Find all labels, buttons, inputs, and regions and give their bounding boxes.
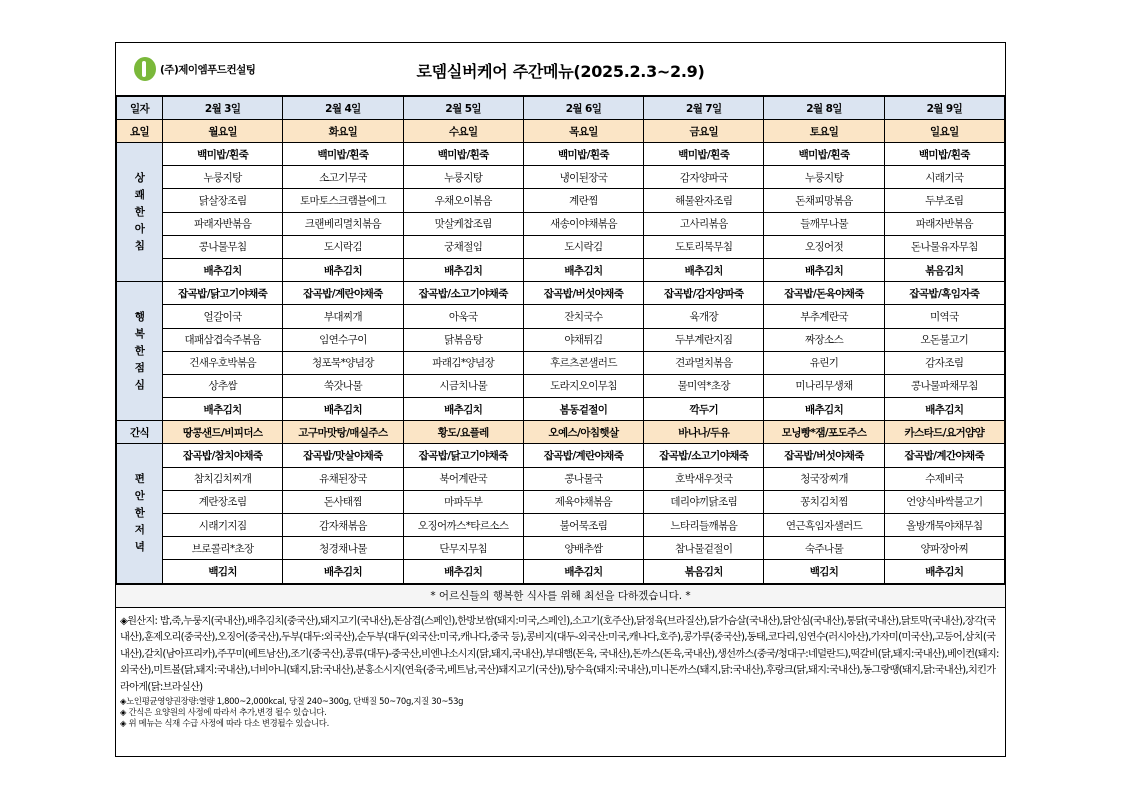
breakfast-dish: 배추김치 <box>163 258 283 281</box>
dinner-dish: 언양식바싹불고기 <box>884 490 1004 513</box>
dinner-label-char: 녁 <box>134 541 145 553</box>
breakfast-dish: 백미밥/흰죽 <box>283 143 403 166</box>
dinner-dish: 잡곡밥/맛살야채죽 <box>283 444 403 467</box>
lunch-label-char: 행 <box>134 310 145 323</box>
date-row <box>117 97 1005 120</box>
lunch-dish: 짜장소스 <box>764 328 884 351</box>
lunch-dish: 닭볶음탕 <box>403 328 523 351</box>
lunch-dish: 잡곡밥/돈육야채죽 <box>764 282 884 305</box>
date-cell: 2월 4일 <box>283 97 403 120</box>
lunch-dish: 파래김*양념장 <box>403 351 523 374</box>
dinner-row <box>117 490 1005 513</box>
breakfast-dish: 도시락김 <box>523 235 643 258</box>
notice-text: * 어르신들의 행복한 식사를 위해 최선을 다하겠습니다. * <box>116 584 1005 608</box>
lunch-dish: 잡곡밥/감자양파죽 <box>644 282 764 305</box>
weekday-cell: 화요일 <box>283 120 403 143</box>
lunch-dish: 잡곡밥/흑임자죽 <box>884 282 1004 305</box>
dinner-dish: 청국장찌개 <box>764 467 884 490</box>
dinner-dish: 데리야끼닭조림 <box>644 490 764 513</box>
lunch-label-char: 심 <box>134 378 145 391</box>
dinner-dish: 호박새우젓국 <box>644 467 764 490</box>
date-cell: 2월 8일 <box>764 97 884 120</box>
dinner-dish: 오징어까스*타르소스 <box>403 514 523 537</box>
breakfast-row <box>117 212 1005 235</box>
breakfast-label <box>117 143 163 282</box>
breakfast-row <box>117 235 1005 258</box>
dinner-dish: 볶음김치 <box>644 560 764 583</box>
breakfast-row <box>117 166 1005 189</box>
breakfast-dish: 백미밥/흰죽 <box>764 143 884 166</box>
breakfast-row <box>117 189 1005 212</box>
snack-cell: 고구마맛탕/매실주스 <box>283 421 403 444</box>
lunch-row <box>117 328 1005 351</box>
origin-info <box>116 608 1005 756</box>
dinner-label-char: 안 <box>134 490 145 502</box>
lunch-dish: 상추쌈 <box>163 374 283 397</box>
snack-cell: 오예스/아침햇살 <box>523 421 643 444</box>
breakfast-dish: 백미밥/흰죽 <box>403 143 523 166</box>
dinner-dish: 배추김치 <box>884 560 1004 583</box>
lunch-dish: 두부계란지짐 <box>644 328 764 351</box>
lunch-dish: 청포묵*양념장 <box>283 351 403 374</box>
weekday-cell: 수요일 <box>403 120 523 143</box>
breakfast-dish: 누룽지탕 <box>764 166 884 189</box>
breakfast-dish: 백미밥/흰죽 <box>523 143 643 166</box>
breakfast-dish: 누룽지탕 <box>403 166 523 189</box>
dinner-label-char: 한 <box>134 507 145 519</box>
snack-row <box>117 421 1005 444</box>
dinner-dish: 청경채나물 <box>283 537 403 560</box>
dinner-label <box>117 444 163 583</box>
breakfast-dish: 돈나물유자무침 <box>884 235 1004 258</box>
lunch-dish: 물미역*초장 <box>644 374 764 397</box>
lunch-label-char: 점 <box>134 361 145 374</box>
dinner-dish: 콩나물국 <box>523 467 643 490</box>
lunch-dish: 잡곡밥/버섯야채죽 <box>523 282 643 305</box>
lunch-dish: 잡곡밥/닭고기야채죽 <box>163 282 283 305</box>
breakfast-dish: 해물완자조림 <box>644 189 764 212</box>
breakfast-dish: 배추김치 <box>764 258 884 281</box>
lunch-dish: 도라지오이무침 <box>523 374 643 397</box>
breakfast-dish: 볶음김치 <box>884 258 1004 281</box>
dinner-label-char: 저 <box>134 524 145 536</box>
breakfast-dish: 콩나물무침 <box>163 235 283 258</box>
dinner-dish: 유채된장국 <box>283 467 403 490</box>
dinner-dish: 배추김치 <box>523 560 643 583</box>
dinner-dish: 브로콜리*초장 <box>163 537 283 560</box>
breakfast-dish: 들깨무나물 <box>764 212 884 235</box>
breakfast-label-char: 상 <box>134 171 145 184</box>
dinner-dish: 참나물겉절이 <box>644 537 764 560</box>
lunch-dish: 배추김치 <box>764 398 884 421</box>
lunch-dish: 유린기 <box>764 351 884 374</box>
lunch-dish: 부추계란국 <box>764 305 884 328</box>
dinner-dish: 북어계란국 <box>403 467 523 490</box>
weekday-label: 요일 <box>117 120 163 143</box>
lunch-dish: 배추김치 <box>283 398 403 421</box>
snack-cell: 바나나/두유 <box>644 421 764 444</box>
dinner-dish: 잡곡밥/계란야채죽 <box>523 444 643 467</box>
note-snack: ◈ 간식은 요양원의 사정에 따라서 추가,변경 될수 있습니다. <box>120 707 327 718</box>
breakfast-dish: 시래기국 <box>884 166 1004 189</box>
lunch-dish: 야채튀김 <box>523 328 643 351</box>
breakfast-dish: 배추김치 <box>644 258 764 281</box>
note-change: ◈ 위 메뉴는 식재 수급 사정에 따라 다소 변경될수 있습니다. <box>120 718 329 729</box>
lunch-dish: 잔치국수 <box>523 305 643 328</box>
dinner-dish: 잡곡밥/소고기야채죽 <box>644 444 764 467</box>
breakfast-dish: 크랜베리멸치볶음 <box>283 212 403 235</box>
breakfast-dish: 고사리볶음 <box>644 212 764 235</box>
breakfast-dish: 누룽지탕 <box>163 166 283 189</box>
date-cell: 2월 7일 <box>644 97 764 120</box>
dinner-dish: 연근흑임자샐러드 <box>764 514 884 537</box>
weekday-row <box>117 120 1005 143</box>
company-name: (주)제이엠푸드컨설팅 <box>160 63 256 76</box>
dinner-dish: 제육야채볶음 <box>523 490 643 513</box>
weekday-cell: 일요일 <box>884 120 1004 143</box>
lunch-dish: 미나리무생채 <box>764 374 884 397</box>
breakfast-dish: 계란찜 <box>523 189 643 212</box>
breakfast-row <box>117 258 1005 281</box>
lunch-dish: 잡곡밥/계란야채죽 <box>283 282 403 305</box>
breakfast-dish: 닭살장조림 <box>163 189 283 212</box>
dinner-dish: 백김치 <box>764 560 884 583</box>
breakfast-dish: 배추김치 <box>523 258 643 281</box>
lunch-label-char: 복 <box>134 327 145 340</box>
lunch-dish: 배추김치 <box>163 398 283 421</box>
lunch-dish: 견과멸치볶음 <box>644 351 764 374</box>
dinner-dish: 양파장아찌 <box>884 537 1004 560</box>
dinner-dish: 감자채볶음 <box>283 514 403 537</box>
lunch-dish: 미역국 <box>884 305 1004 328</box>
lunch-label <box>117 282 163 421</box>
snack-cell: 황도/요플레 <box>403 421 523 444</box>
breakfast-dish: 궁채절임 <box>403 235 523 258</box>
dinner-dish: 수제비국 <box>884 467 1004 490</box>
lunch-dish: 대패삼겹숙주볶음 <box>163 328 283 351</box>
lunch-dish: 콩나물파채무침 <box>884 374 1004 397</box>
breakfast-dish: 돈채피망볶음 <box>764 189 884 212</box>
date-cell: 2월 5일 <box>403 97 523 120</box>
snack-cell: 모닝빵*잼/포도주스 <box>764 421 884 444</box>
weekday-cell: 월요일 <box>163 120 283 143</box>
dinner-dish: 잡곡밥/버섯야채죽 <box>764 444 884 467</box>
breakfast-row <box>117 143 1005 166</box>
menu-sheet <box>115 42 1006 757</box>
lunch-dish: 배추김치 <box>403 398 523 421</box>
lunch-dish: 부대찌개 <box>283 305 403 328</box>
breakfast-dish: 백미밥/흰죽 <box>163 143 283 166</box>
lunch-dish: 배추김치 <box>884 398 1004 421</box>
date-cell: 2월 9일 <box>884 97 1004 120</box>
dinner-row <box>117 467 1005 490</box>
breakfast-dish: 백미밥/흰죽 <box>644 143 764 166</box>
lunch-dish: 얼갈이국 <box>163 305 283 328</box>
breakfast-dish: 소고기무국 <box>283 166 403 189</box>
snack-label: 간식 <box>117 421 163 444</box>
lunch-dish: 잡곡밥/소고기야채죽 <box>403 282 523 305</box>
snack-cell: 카스타드/요거얌얌 <box>884 421 1004 444</box>
breakfast-dish: 백미밥/흰죽 <box>884 143 1004 166</box>
lunch-dish: 봄동겉절이 <box>523 398 643 421</box>
dinner-dish: 잡곡밥/참치야채죽 <box>163 444 283 467</box>
lunch-dish: 건새우호박볶음 <box>163 351 283 374</box>
breakfast-dish: 새송이야채볶음 <box>523 212 643 235</box>
dinner-row <box>117 560 1005 583</box>
dinner-dish: 숙주나물 <box>764 537 884 560</box>
dinner-dish: 양배추쌈 <box>523 537 643 560</box>
dinner-dish: 꽁치김치찜 <box>764 490 884 513</box>
note-nutrition: ◈노인평균영양권장량:열량 1,800~2,000kcal, 당질 240~300g, 단백질 50~70g,지질 30~53g <box>120 696 464 707</box>
dinner-dish: 참치김치찌개 <box>163 467 283 490</box>
origin-text: ◈원산지: 밥,죽,누룽지(국내산),배추김치(중국산),돼지고기(국내산),돈삼겹(스페인),한방보쌈(돼지:미국,스페인),소고기(호주산),닭정육(브라질산),닭가슴살(국내산),닭안심(국내산),통닭(국내산),닭토막(국내산),장각(국내산),훈제오리(중국산),오징어(중국산),두부(대두:외국산),순두부(대두(외국산:미국,캐나다,중국 등),콩비지(대두-외국산:미국,캐나다,호주),콩가루(중국산),동태,코다리,임연수(러시아산),가자미(미국산),고등어,삼치(국내산),갈치(남아프리카),주꾸미(베트남산),조기(중국산),콩류(대두)-중국산,비엔나소시지(닭,돼지,국내산),부대햄(돈육, 국내산),돈까스(돈육,국내산),생선까스(중국/청대구:네덜란드),떡갈비(닭,돼지:국내산),베이컨(돼지:외국산),미트볼(닭,돼지:국내산),너비아니(돼지,닭:국내산),분홍소시지(연육(중국,베트남,국산)돼지고기(국산)),탕수육(돼지:국내산),미니돈까스(돼지,닭:국내산),후랑크(닭,돼지:국내산),동그랑땡(돼지,닭:국내산),치킨가라아게(닭:브라실산) <box>120 615 999 693</box>
lunch-dish: 쑥갓나물 <box>283 374 403 397</box>
breakfast-dish: 냉이된장국 <box>523 166 643 189</box>
dinner-dish: 잡곡밥/닭고기야채죽 <box>403 444 523 467</box>
lunch-row <box>117 398 1005 421</box>
breakfast-dish: 파래자반볶음 <box>884 212 1004 235</box>
sheet-header <box>116 43 1005 96</box>
dinner-dish: 불어묵조림 <box>523 514 643 537</box>
dinner-dish: 잡곡밥/계간야채죽 <box>884 444 1004 467</box>
page-title: 로뎀실버케어 주간메뉴(2025.2.3~2.9) <box>416 62 705 81</box>
dinner-dish: 시래기지짐 <box>163 514 283 537</box>
lunch-label-char: 한 <box>134 344 145 357</box>
date-cell: 2월 3일 <box>163 97 283 120</box>
breakfast-label-char: 침 <box>134 239 145 252</box>
snack-cell: 땅콩샌드/비피더스 <box>163 421 283 444</box>
lunch-row <box>117 374 1005 397</box>
dinner-dish: 백김치 <box>163 560 283 583</box>
dinner-row <box>117 537 1005 560</box>
lunch-dish: 시금치나물 <box>403 374 523 397</box>
breakfast-label-char: 아 <box>134 222 145 235</box>
date-label: 일자 <box>117 97 163 120</box>
dinner-dish: 돈사태찜 <box>283 490 403 513</box>
breakfast-dish: 도시락김 <box>283 235 403 258</box>
weekday-cell: 금요일 <box>644 120 764 143</box>
lunch-dish: 감자조림 <box>884 351 1004 374</box>
dinner-dish: 단무지무침 <box>403 537 523 560</box>
breakfast-dish: 우채오이볶음 <box>403 189 523 212</box>
dinner-dish: 마파두부 <box>403 490 523 513</box>
weekday-cell: 목요일 <box>523 120 643 143</box>
dinner-row <box>117 514 1005 537</box>
breakfast-dish: 오징어젓 <box>764 235 884 258</box>
dinner-dish: 계란장조림 <box>163 490 283 513</box>
breakfast-dish: 토마토스크램블에그 <box>283 189 403 212</box>
lunch-dish: 오돈불고기 <box>884 328 1004 351</box>
dinner-row <box>117 444 1005 467</box>
dinner-dish: 배추김치 <box>283 560 403 583</box>
dinner-dish: 올방개묵야채무침 <box>884 514 1004 537</box>
dinner-label-char: 편 <box>134 473 145 485</box>
breakfast-dish: 두부조림 <box>884 189 1004 212</box>
lunch-row <box>117 282 1005 305</box>
dinner-dish: 느타리들깨볶음 <box>644 514 764 537</box>
lunch-dish: 후르츠콘샐러드 <box>523 351 643 374</box>
breakfast-dish: 도토리묵무침 <box>644 235 764 258</box>
weekday-cell: 토요일 <box>764 120 884 143</box>
lunch-row <box>117 351 1005 374</box>
breakfast-dish: 감자양파국 <box>644 166 764 189</box>
lunch-row <box>117 305 1005 328</box>
dinner-dish: 배추김치 <box>403 560 523 583</box>
breakfast-dish: 배추김치 <box>403 258 523 281</box>
breakfast-dish: 맛살케찹조림 <box>403 212 523 235</box>
breakfast-dish: 배추김치 <box>283 258 403 281</box>
weekly-menu-table <box>116 96 1005 584</box>
breakfast-label-char: 한 <box>134 205 145 218</box>
breakfast-dish: 파래자반볶음 <box>163 212 283 235</box>
lunch-dish: 육개장 <box>644 305 764 328</box>
lunch-dish: 깍두기 <box>644 398 764 421</box>
lunch-dish: 아욱국 <box>403 305 523 328</box>
lunch-dish: 임연수구이 <box>283 328 403 351</box>
date-cell: 2월 6일 <box>523 97 643 120</box>
breakfast-label-char: 쾌 <box>134 188 145 201</box>
